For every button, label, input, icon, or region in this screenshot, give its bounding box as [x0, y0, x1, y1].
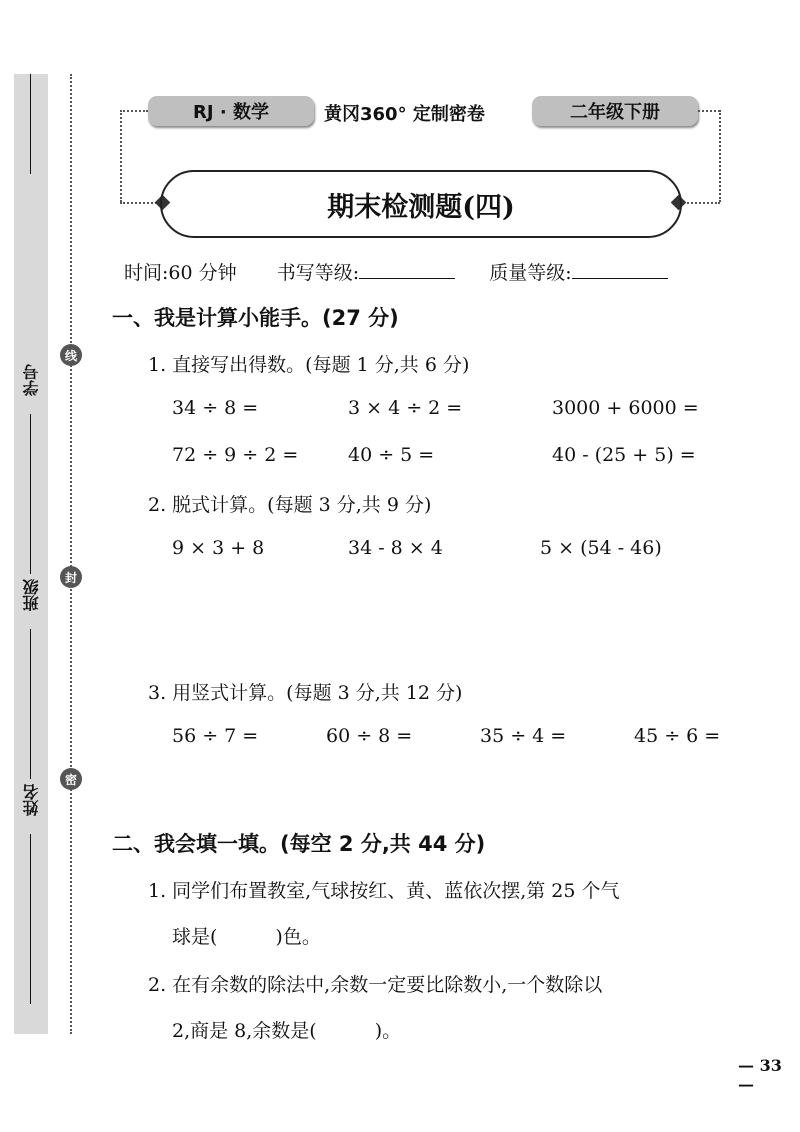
q3-item: 56 ÷ 7 =: [172, 725, 259, 747]
fill-q2-line2: 2,商是 8,余数是( )。: [172, 1020, 402, 1042]
section1-heading: 一、我是计算小能手。(27 分): [112, 306, 399, 330]
q1-item: 72 ÷ 9 ÷ 2 =: [172, 444, 299, 466]
student-id-line: [30, 414, 31, 574]
name-line: [30, 834, 31, 1004]
class-label: 班级: [21, 579, 41, 611]
fill-q1-line2: 球是( )色。: [172, 926, 321, 948]
q3-item: 60 ÷ 8 =: [326, 725, 413, 747]
q2-item: 5 × (54 - 46): [540, 537, 662, 559]
q2-item: 34 - 8 × 4: [348, 537, 443, 559]
connector: [698, 110, 720, 112]
q1-item: 40 ÷ 5 =: [348, 444, 435, 466]
subject-pill: RJ · 数学: [148, 96, 314, 126]
series-title: 黄冈360° 定制密卷: [324, 104, 485, 125]
connector: [120, 110, 148, 112]
q1-item: 40 - (25 + 5) =: [552, 444, 696, 466]
seal-mark-secret: 密: [60, 768, 82, 790]
exam-info: [124, 258, 668, 285]
class-line: [30, 629, 31, 779]
time-text: 时间:60 分钟: [124, 262, 237, 284]
q3-item: 35 ÷ 4 =: [480, 725, 567, 747]
connector: [719, 110, 721, 202]
seal-mark-line: 线: [60, 344, 82, 366]
q3-item: 45 ÷ 6 =: [634, 725, 721, 747]
q1-label: 1. 直接写出得数。(每题 1 分,共 6 分): [148, 354, 470, 376]
q1-item: 34 ÷ 8 =: [172, 397, 259, 419]
q1-item: 3000 + 6000 =: [552, 397, 699, 419]
q1-item: 3 × 4 ÷ 2 =: [348, 397, 463, 419]
section2-heading: 二、我会填一填。(每空 2 分,共 44 分): [112, 832, 486, 856]
strip-line: [30, 74, 31, 174]
quality-grade-label: 质量等级:: [489, 262, 572, 284]
binding-strip: [14, 74, 48, 1034]
seal-mark-seal: 封: [60, 566, 82, 588]
quality-grade-blank[interactable]: [572, 278, 668, 279]
exam-title: 期末检测题(四): [160, 170, 682, 238]
writing-grade-blank[interactable]: [359, 278, 455, 279]
student-id-label: 学号: [21, 364, 41, 396]
q2-item: 9 × 3 + 8: [172, 537, 265, 559]
writing-grade-label: 书写等级:: [276, 262, 360, 284]
connector: [120, 110, 122, 202]
fill-q2-line1: 2. 在有余数的除法中,余数一定要比除数小,一个数除以: [148, 974, 603, 996]
grade-pill: 二年级下册: [532, 96, 698, 126]
page-number: — 33 —: [738, 1056, 782, 1094]
name-label: 姓名: [21, 784, 41, 816]
q3-label: 3. 用竖式计算。(每题 3 分,共 12 分): [148, 682, 463, 704]
fill-q1-line1: 1. 同学们布置教室,气球按红、黄、蓝依次摆,第 25 个气: [148, 880, 620, 902]
q2-label: 2. 脱式计算。(每题 3 分,共 9 分): [148, 494, 432, 516]
seal-dotted-line: [70, 74, 72, 1034]
